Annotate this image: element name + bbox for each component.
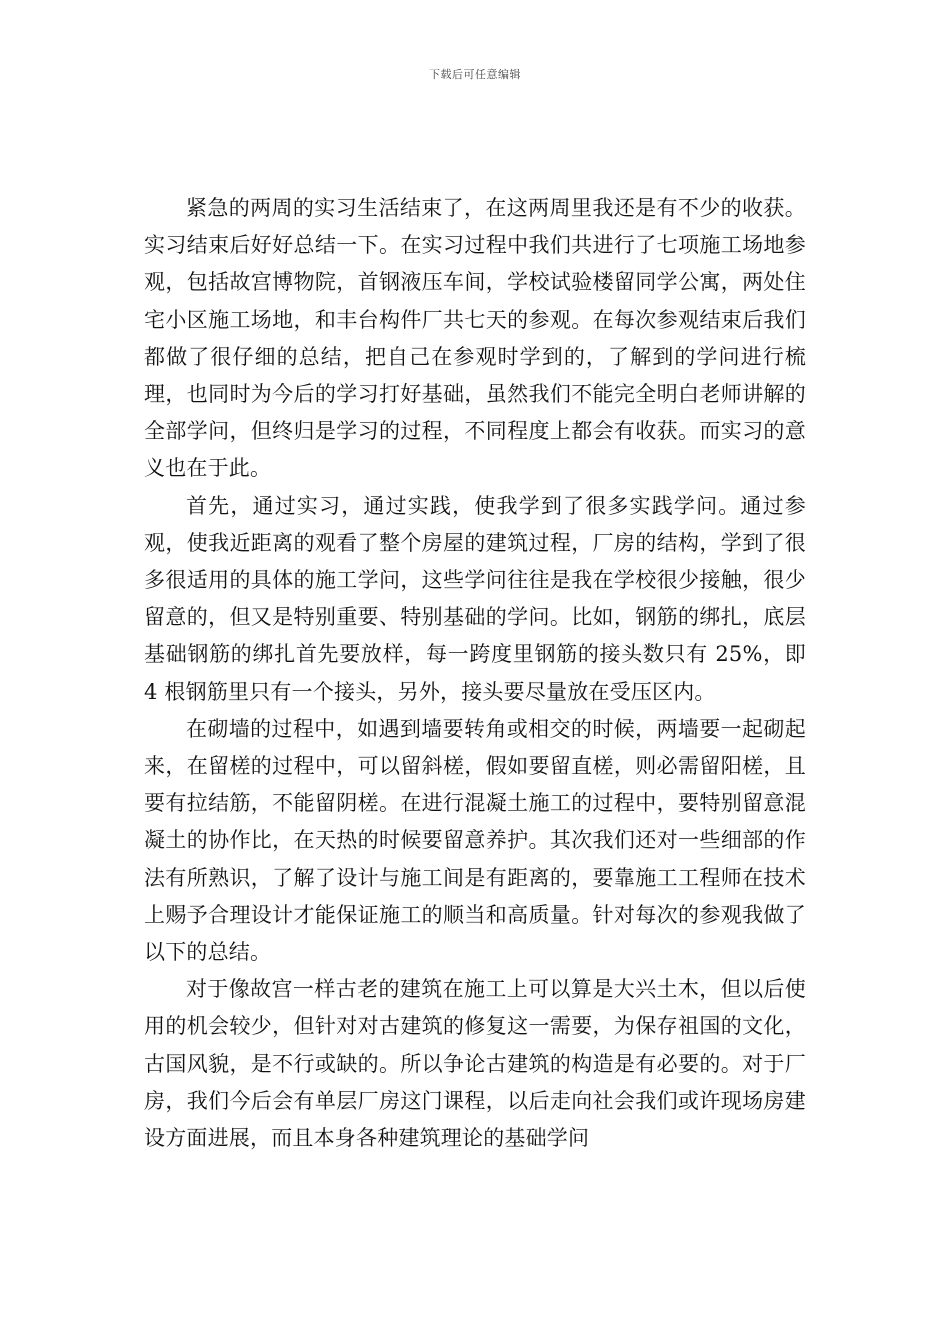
page-header: 下载后可任意编辑 bbox=[429, 68, 521, 81]
paragraph: 首先，通过实习，通过实践，使我学到了很多实践学问。通过参观，使我近距离的观看了整个房屋的建筑过程，厂房的结构，学到了很多很适用的具体的施工学问，这些学问往往是我在学校很少接触，很少留意的，但又是特别重要、特别基础的学问。比如，钢筋的绑扎，底层基础钢筋的绑扎首先要放样，每一跨度里钢筋的接头数只有 25%，即 4 根钢筋里只有一个接头，另外，接头要尽量放在受压区内。 bbox=[144, 493, 806, 704]
paragraph: 紧急的两周的实习生活结束了，在这两周里我还是有不少的收获。实习结束后好好总结一下。在实习过程中我们共进行了七项施工场地参观，包括故宫博物院，首钢液压车间，学校试验楼留同学公寓，两处住宅小区施工场地，和丰台构件厂共七天的参观。在每次参观结束后我们都做了很仔细的总结，把自己在参观时学到的，了解到的学问进行梳理，也同时为今后的学习打好基础，虽然我们不能完全明白老师讲解的全部学问，但终归是学习的过程，不同程度上都会有收获。而实习的意义也在于此。 bbox=[144, 196, 806, 481]
document-body bbox=[144, 190, 806, 1157]
paragraph: 在砌墙的过程中，如遇到墙要转角或相交的时候，两墙要一起砌起来，在留槎的过程中，可以留斜槎，假如要留直槎，则必需留阳槎，且要有拉结筋，不能留阴槎。在进行混凝土施工的过程中，要特别留意混凝土的协作比，在天热的时候要留意养护。其次我们还对一些细部的作法有所熟识，了解了设计与施工间是有距离的，要靠施工工程师在技术上赐予合理设计才能保证施工的顺当和高质量。针对每次的参观我做了以下的总结。 bbox=[144, 716, 806, 965]
paragraph: 对于像故宫一样古老的建筑在施工上可以算是大兴土木，但以后使用的机会较少，但针对对古建筑的修复这一需要，为保存祖国的文化，古国风貌，是不行或缺的。所以争论古建筑的构造是有必要的。对于厂房，我们今后会有单层厂房这门课程，以后走向社会我们或许现场房建设方面进展，而且本身各种建筑理论的基础学问 bbox=[144, 977, 806, 1151]
